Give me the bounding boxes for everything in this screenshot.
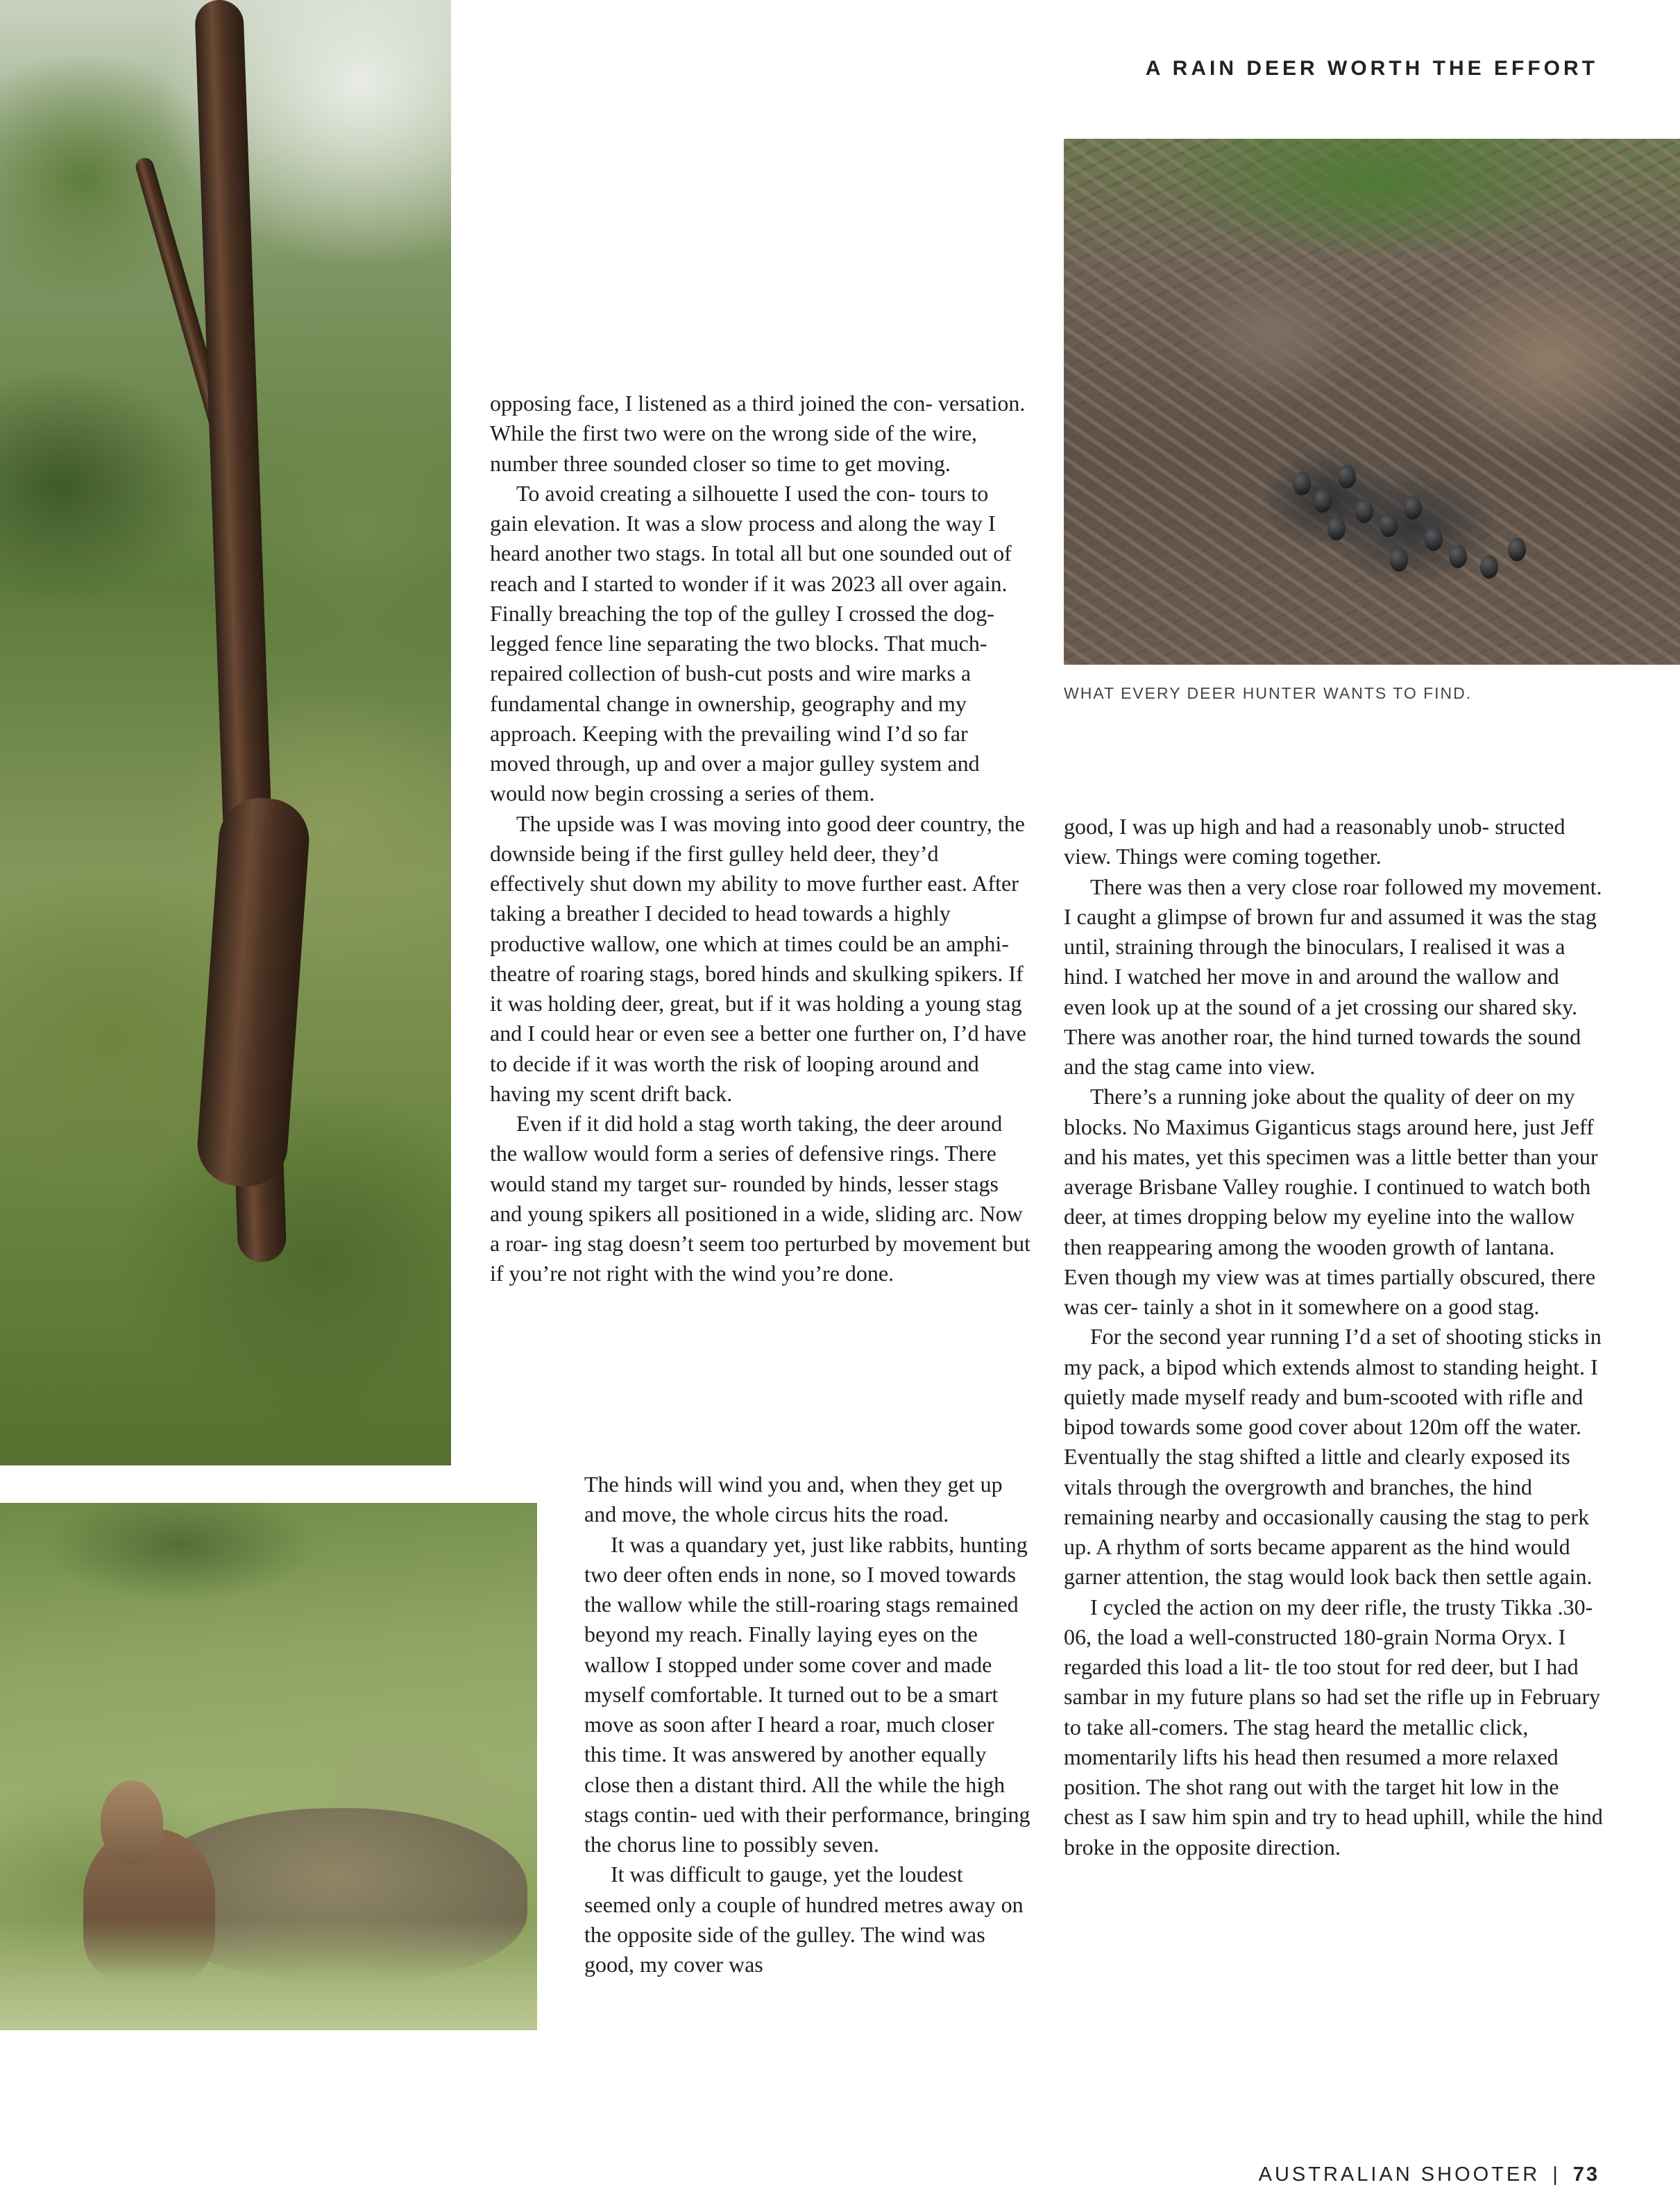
paragraph: It was a quandary yet, just like rabbits, hunting two deer often ends in none, so I moved towards the wallow while the still-roaring stags remained beyond my reach. Finally laying eyes on the wallow I stopped under some cover and made myself comfortable. It turned out to be a smart move as soon after I heard a roar, much closer this time. It was answered by another equally close then a distant third. All the while the high stags contin- ued with their performance, bringing the chorus line to possibly seven. xyxy=(584,1531,1030,1857)
paragraph: opposing face, I listened as a third joined the con- versation. While the first two were on the wrong side of the wire, number three sounded closer so time to get moving. xyxy=(490,391,1026,476)
foreground-grass xyxy=(0,1919,537,2030)
pellet xyxy=(1293,472,1311,495)
deer-head xyxy=(101,1780,163,1864)
paragraph: The upside was I was moving into good deer country, the downside being if the first gulley held deer, they’d effectively shut down my ability to move further east. After taking a breather I decided to head towards a highly productive wallow, one which at times could be an amphi- theatre of roaring stags, bored hinds and skulking spikers. If it was holding deer, great, but if it was holding a young stag and I could hear or even see a better one further on, I’d have to decide if it was worth the risk of looping around and having my scent drift back. xyxy=(490,810,1026,1106)
body-column-left xyxy=(490,389,1031,1289)
paragraph: For the second year running I’d a set of shooting sticks in my pack, a bipod which extends almost to standing height. I quietly made myself ready and bum-scooted with rifle and bipod towards some good cover about 120m off the water. Eventually the stag shifted a little and clearly exposed its vitals through the overgrowth and branches, the hind remaining nearby and occasionally causing the stag to perk up. A rhythm of sorts became apparent as the hind would garner attention, the stag would look back then settle again. xyxy=(1064,1324,1602,1590)
pellet xyxy=(1508,538,1526,561)
page-number: 73 xyxy=(1572,2163,1600,2186)
paragraph: Even if it did hold a stag worth taking, the deer around the wallow would form a series of defensive rings. There would stand my target sur- rounded by hinds, lesser stags and young spikers all positioned in a wide, sliding arc. Now a roar- ing stag doesn’t seem too perturbed by movement but if you’re not right with the wind you’re done. xyxy=(490,1111,1031,1286)
pellet xyxy=(1327,517,1346,541)
footer-separator: | xyxy=(1552,2163,1561,2186)
pellet xyxy=(1404,496,1422,520)
paragraph: To avoid creating a silhouette I used the con- tours to gain elevation. It was a slow process and along the way I heard another two stags. In total all but one sounded out of reach and I started to wonder if it was 2023 all over again. Finally breaching the top of the gulley I crossed the dog- legged fence line separating the two blocks. That much-repaired collection of bush-cut posts and wire marks a fundamental change in ownership, geography and my approach. Keeping with the prevailing wind I’d so far moved through, up and over a major gulley system and would now begin crossing a series of them. xyxy=(490,480,1012,806)
paragraph: There was then a very close roar followed my movement. I caught a glimpse of brown fur and assumed it was the stag until, straining through the binoculars, I realised it was a hind. I watched her move in and around the wallow and even look up at the sound of a jet crossing our shared sky. There was another roar, the hind turned towards the sound and the stag came into view. xyxy=(1064,874,1602,1079)
pellet xyxy=(1314,489,1332,513)
photo-caption: WHAT EVERY DEER HUNTER WANTS TO FIND. xyxy=(1064,684,1473,702)
paragraph: good, I was up high and had a reasonably unob- structed view. Things were coming together. xyxy=(1064,814,1566,869)
pellet xyxy=(1380,513,1398,537)
pellet xyxy=(1355,500,1373,523)
body-column-right xyxy=(1064,812,1605,1862)
paragraph: The hinds will wind you and, when they get up and move, the whole circus hits the road. xyxy=(584,1472,1003,1527)
publication-name: AUSTRALIAN SHOOTER xyxy=(1258,2163,1541,2186)
pellet xyxy=(1338,465,1356,488)
deer-in-wallow-photo xyxy=(0,1503,537,2030)
deer-droppings-photo xyxy=(1064,139,1680,665)
paragraph: I cycled the action on my deer rifle, the trusty Tikka .30-06, the load a well-constructed 180-grain Norma Oryx. I regarded this load a lit- tle too stout for red deer, but I had sambar in my future plans so had set the rifle up in February to take all-comers. The stag heard the metallic click, momentarily lifts his head then resumed a more relaxed position. The shot rang out with the target hit low in the chest as I saw him spin and try to head uphill, while the hind broke in the opposite direction. xyxy=(1064,1594,1603,1860)
tree-trunk-photo xyxy=(0,0,451,1465)
pellet xyxy=(1480,555,1498,579)
tree-trunk-base xyxy=(195,795,312,1189)
pellet xyxy=(1390,548,1408,572)
pellet xyxy=(1425,527,1443,551)
page-footer xyxy=(1259,2163,1600,2186)
pellet xyxy=(1449,545,1467,568)
paragraph: It was difficult to gauge, yet the loudest seemed only a couple of hundred metres away on the opposite side of the gulley. The wind was good, my cover was xyxy=(584,1862,1024,1977)
body-column-left-lower xyxy=(584,1470,1031,1980)
paragraph: There’s a running joke about the quality of deer on my blocks. No Maximus Giganticus stags around here, just Jeff and his mates, yet this specimen was a little better than your average Brisbane Valley roughie. I continued to watch both deer, at times dropping below my eyeline into the wallow then reappearing among the wooden growth of lantana. Even though my view was at times partially obscured, there was cer- tainly a shot in it somewhere on a good stag. xyxy=(1064,1084,1598,1319)
running-head: A RAIN DEER WORTH THE EFFORT xyxy=(1145,57,1598,80)
